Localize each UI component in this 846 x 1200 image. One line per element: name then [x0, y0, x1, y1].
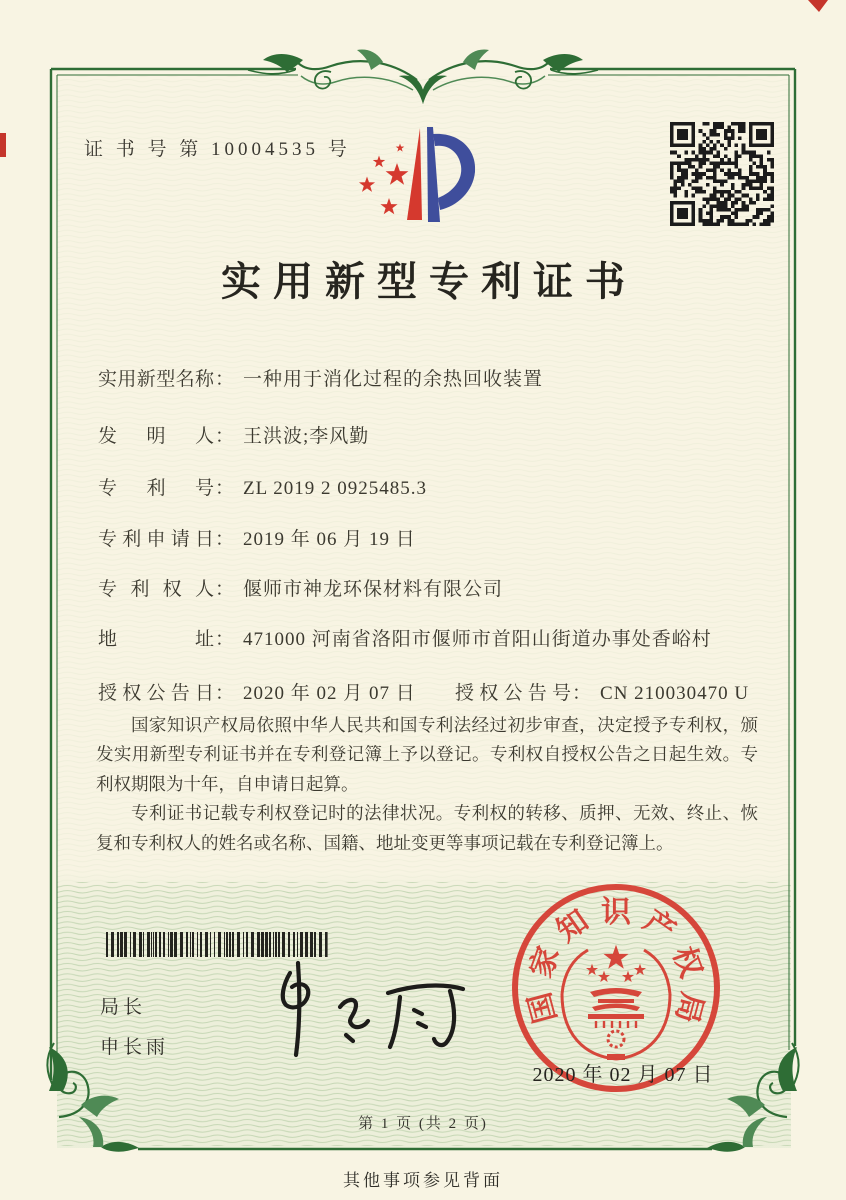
field-value: 2019 年 06 月 19 日: [243, 529, 416, 550]
officer-name: 申长雨: [100, 1037, 170, 1058]
field-value: 偃师市神龙环保材料有限公司: [243, 579, 504, 600]
field-row-patent-no: 专利号： ZL 2019 2 0925485.3: [98, 473, 427, 500]
qr-code: [670, 122, 774, 226]
legal-paragraph: 国家知识产权局依照中华人民共和国专利法经过初步审查，决定授予专利权，颁发实用新型专利证书并在专利登记簿上予以登记。专利权自授权公告之日起生效。专利权期限为十年，自申请日起算。: [96, 715, 758, 794]
seal-char: 产: [637, 904, 682, 949]
legal-paragraph: 专利证书记载专利权登记时的法律状况。专利权的转移、质押、无效、终止、恢复和专利权人的姓名或名称、国籍、地址变更等事项记载在专利登记簿上。: [96, 803, 758, 853]
signature: [228, 955, 478, 1070]
field-row-inventor: 发明人： 王洪波;李风勤: [98, 421, 369, 448]
page-number: 第 1 页 (共 2 页): [358, 1116, 488, 1132]
field-row-filing-date: 专利申请日： 2019 年 06 月 19 日: [98, 524, 416, 551]
seal-char: 国: [523, 988, 563, 1027]
back-note: 其他事项参见背面: [343, 1171, 503, 1190]
field-label: 专利权人: [98, 579, 214, 600]
seal-char: 识: [601, 896, 631, 929]
field-label: 发明人: [98, 426, 214, 447]
field-value: 王洪波;李风勤: [243, 426, 370, 447]
seal-char: 权: [666, 942, 708, 982]
national-emblem-icon: [562, 947, 670, 1061]
top-border-ornament: [248, 50, 598, 105]
seal-char: 局: [669, 988, 709, 1027]
legal-text: [96, 711, 758, 858]
officer-title: 局长: [100, 997, 147, 1018]
certificate-number: 证 书 号 第 10004535 号: [84, 139, 351, 160]
seal-char: 家: [524, 942, 566, 982]
certificate-title: 实用新型专利证书: [221, 259, 637, 304]
field-label: 专利申请日: [98, 529, 214, 550]
field-row-patentee: 专利权人： 偃师市神龙环保材料有限公司: [98, 574, 503, 601]
field-value: ZL 2019 2 0925485.3: [243, 478, 428, 499]
seal-date: 2020 年 02 月 07 日: [532, 1064, 714, 1086]
field-row-name: 实用新型名称： 一种用于消化过程的余热回收装置: [98, 364, 543, 391]
patent-office-logo-icon: [345, 112, 515, 242]
field-value: 一种用于消化过程的余热回收装置: [243, 369, 544, 390]
field-label: 专利号: [98, 478, 214, 499]
field-row-address: 地址： 471000 河南省洛阳市偃师市首阳山街道办事处香峪村: [98, 624, 712, 651]
field-label: 地址: [98, 629, 214, 650]
field-value: 471000 河南省洛阳市偃师市首阳山街道办事处香峪村: [243, 629, 712, 650]
seal-char: 知: [550, 904, 595, 949]
field-label: 实用新型名称: [98, 369, 214, 390]
grant-row: [98, 678, 750, 705]
grant-number: 授权公告号： CN 210030470 U: [455, 683, 750, 704]
grant-date: 授权公告日： 2020 年 02 月 07 日: [98, 683, 416, 704]
